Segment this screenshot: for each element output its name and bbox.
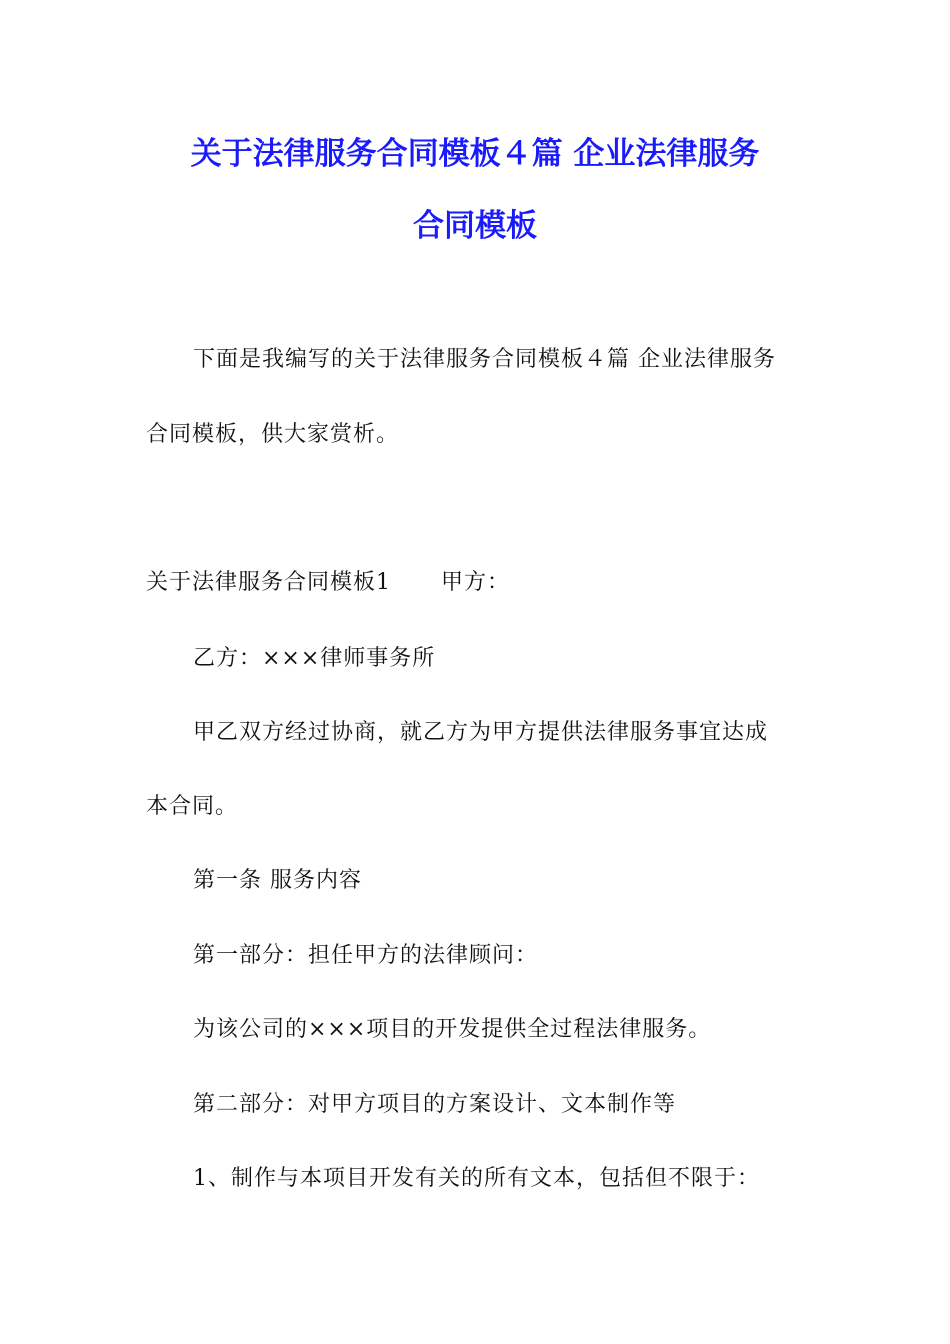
part-one-heading: 第一部分：担任甲方的法律顾问： xyxy=(193,943,539,968)
section-heading-line xyxy=(146,568,510,598)
part-one-detail: 为该公司的×××项目的开发提供全过程法律服务。 xyxy=(193,1017,712,1042)
party-b-line: 乙方：×××律师事务所 xyxy=(193,646,436,671)
document-title-line-1: 关于法律服务合同模板４篇 企业法律服务 xyxy=(190,136,760,172)
item-one: 1、制作与本项目开发有关的所有文本，包括但不限于： xyxy=(193,1166,760,1191)
party-a-label: 甲方： xyxy=(441,570,511,595)
section-heading: 关于法律服务合同模板1 xyxy=(146,570,391,595)
article-one-heading: 第一条 服务内容 xyxy=(193,868,362,893)
part-two-heading: 第二部分：对甲方项目的方案设计、文本制作等 xyxy=(193,1092,677,1117)
document-title-line-2: 合同模板 xyxy=(413,208,537,244)
agreement-paragraph-line-2: 本合同。 xyxy=(146,794,239,819)
intro-paragraph-line-2: 合同模板，供大家赏析。 xyxy=(146,422,400,447)
intro-paragraph-line-1: 下面是我编写的关于法律服务合同模板４篇 企业法律服务 xyxy=(193,347,776,372)
agreement-paragraph-line-1: 甲乙双方经过协商，就乙方为甲方提供法律服务事宜达成 xyxy=(193,720,769,745)
